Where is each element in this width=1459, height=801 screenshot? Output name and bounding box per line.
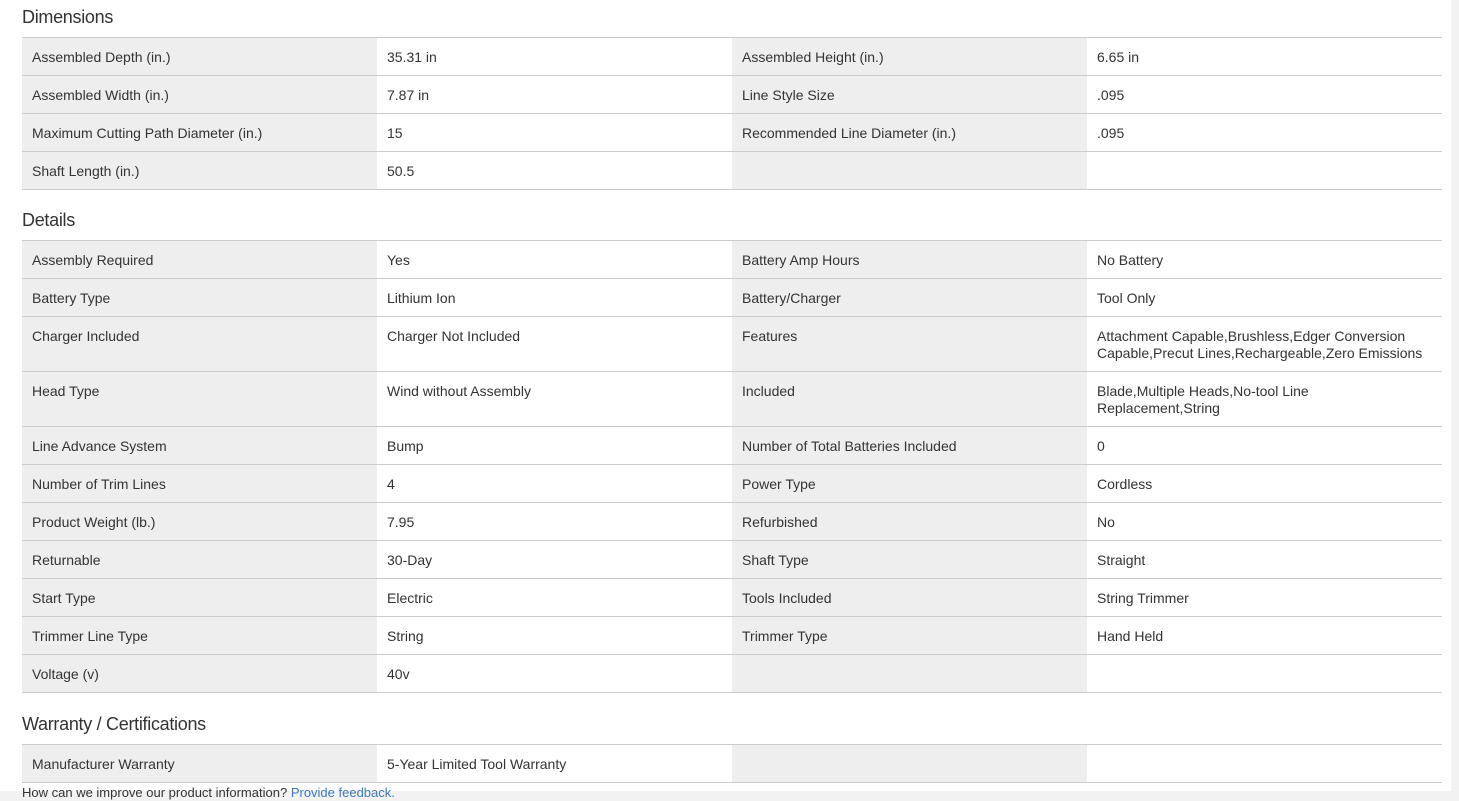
table-row (22, 427, 1442, 465)
spec-label: Included (732, 372, 1087, 426)
spec-label: Line Style Size (732, 76, 1087, 113)
table-row (22, 372, 1442, 427)
details-table (22, 240, 1442, 693)
spec-value: Hand Held (1087, 617, 1442, 654)
spec-label: Trimmer Line Type (22, 617, 377, 654)
table-row (22, 541, 1442, 579)
spec-value: Electric (377, 579, 732, 616)
spec-value: Charger Not Included (377, 317, 732, 371)
spec-label: Voltage (v) (22, 655, 377, 692)
details-heading: Details (22, 210, 75, 230)
spec-label: Battery Amp Hours (732, 241, 1087, 278)
dimensions-section (22, 0, 1442, 190)
spec-value: 5-Year Limited Tool Warranty (377, 745, 732, 782)
table-row (22, 465, 1442, 503)
spec-label: Start Type (22, 579, 377, 616)
spec-value: 4 (377, 465, 732, 502)
table-row (22, 617, 1442, 655)
spec-value: 7.95 (377, 503, 732, 540)
spec-value: Yes (377, 241, 732, 278)
spec-label: Assembly Required (22, 241, 377, 278)
spec-label: Assembled Width (in.) (22, 76, 377, 113)
spec-label (732, 745, 1087, 782)
spec-value: Cordless (1087, 465, 1442, 502)
spec-label: Product Weight (lb.) (22, 503, 377, 540)
spec-label: Shaft Type (732, 541, 1087, 578)
spec-label: Trimmer Type (732, 617, 1087, 654)
spec-label: Manufacturer Warranty (22, 745, 377, 782)
spec-value: .095 (1087, 76, 1442, 113)
spec-value: 40v (377, 655, 732, 692)
spec-value: 15 (377, 114, 732, 151)
spec-label: Refurbished (732, 503, 1087, 540)
table-row (22, 38, 1442, 76)
spec-label: Power Type (732, 465, 1087, 502)
feedback-link[interactable]: Provide feedback. (290, 785, 395, 800)
details-section (22, 203, 1442, 693)
spec-value: 0 (1087, 427, 1442, 464)
table-row (22, 317, 1442, 372)
table-row (22, 152, 1442, 190)
spec-label: Maximum Cutting Path Diameter (in.) (22, 114, 377, 151)
spec-label: Number of Total Batteries Included (732, 427, 1087, 464)
table-row (22, 503, 1442, 541)
spec-value: 30-Day (377, 541, 732, 578)
spec-label: Head Type (22, 372, 377, 426)
spec-label: Returnable (22, 541, 377, 578)
spec-value: 6.65 in (1087, 38, 1442, 75)
dimensions-table (22, 37, 1442, 190)
spec-label (732, 152, 1087, 189)
table-row (22, 114, 1442, 152)
spec-label: Shaft Length (in.) (22, 152, 377, 189)
page-gutter (1451, 0, 1459, 791)
spec-value: Blade,Multiple Heads,No-tool Line Replacement,String (1087, 372, 1442, 426)
spec-label: Line Advance System (22, 427, 377, 464)
spec-value (1087, 745, 1442, 782)
warranty-heading: Warranty / Certifications (22, 714, 206, 734)
spec-value: Straight (1087, 541, 1442, 578)
spec-value: Tool Only (1087, 279, 1442, 316)
spec-value (1087, 655, 1442, 692)
table-row (22, 241, 1442, 279)
spec-value: Wind without Assembly (377, 372, 732, 426)
spec-label: Tools Included (732, 579, 1087, 616)
spec-value: Bump (377, 427, 732, 464)
spec-value: Lithium Ion (377, 279, 732, 316)
spec-label: Battery Type (22, 279, 377, 316)
spec-label: Battery/Charger (732, 279, 1087, 316)
spec-value: No Battery (1087, 241, 1442, 278)
spec-label (732, 655, 1087, 692)
spec-label: Assembled Depth (in.) (22, 38, 377, 75)
spec-value: No (1087, 503, 1442, 540)
feedback-text: How can we improve our product information? (22, 785, 288, 800)
spec-label: Recommended Line Diameter (in.) (732, 114, 1087, 151)
dimensions-heading: Dimensions (22, 7, 114, 27)
spec-value: 7.87 in (377, 76, 732, 113)
spec-label: Features (732, 317, 1087, 371)
spec-value: 35.31 in (377, 38, 732, 75)
spec-value (1087, 152, 1442, 189)
warranty-table (22, 744, 1442, 783)
spec-value: String Trimmer (1087, 579, 1442, 616)
table-row (22, 745, 1442, 783)
spec-label: Charger Included (22, 317, 377, 371)
spec-label: Number of Trim Lines (22, 465, 377, 502)
spec-value: String (377, 617, 732, 654)
spec-value: Attachment Capable,Brushless,Edger Conversion Capable,Precut Lines,Rechargeable,Zero Emissions (1087, 317, 1442, 371)
spec-value: .095 (1087, 114, 1442, 151)
table-row (22, 655, 1442, 693)
spec-label: Assembled Height (in.) (732, 38, 1087, 75)
spec-value: 50.5 (377, 152, 732, 189)
table-row (22, 579, 1442, 617)
table-row (22, 76, 1442, 114)
table-row (22, 279, 1442, 317)
feedback-footnote (22, 785, 1451, 801)
warranty-section (22, 707, 1442, 783)
